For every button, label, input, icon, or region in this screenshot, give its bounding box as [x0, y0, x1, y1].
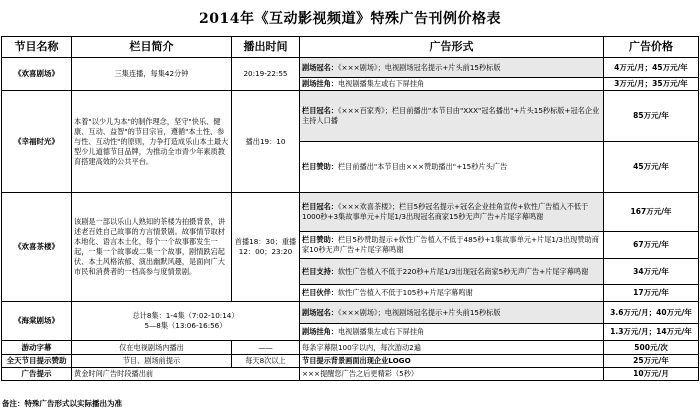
ad-form-text: 《×××剧场》；电视剧场冠名提示+片头前15秒标版: [337, 62, 501, 72]
table-row: [2, 355, 699, 368]
header-row: [2, 37, 699, 58]
table-row: [2, 58, 699, 78]
page-title: 2014年《互动影视频道》特殊广告刊例价格表: [199, 11, 501, 27]
table-row: [2, 91, 699, 142]
header-form: 广告形式: [300, 37, 604, 58]
ad-form: [300, 285, 604, 302]
ad-price: 67万元/年: [604, 232, 699, 259]
ad-form: [300, 58, 604, 78]
ad-price: 1.3万元/月；14万元/年: [604, 324, 699, 341]
ad-price: 167万元/年: [604, 193, 699, 232]
ad-form: [300, 142, 604, 193]
program-intro-line: 5—8集（13:06-16:56）: [144, 321, 227, 330]
footnote: 备注：特殊广告形式以实际播出为准: [2, 399, 122, 408]
table-row: [2, 341, 699, 355]
ad-price: 45万元/年: [604, 142, 699, 193]
table-row: [2, 302, 699, 324]
table-row: [2, 193, 699, 232]
program-name: 《欢喜茶楼》: [2, 193, 72, 302]
ad-price: 3.6万元/月；40万元/年: [604, 302, 699, 324]
ad-form: [300, 324, 604, 341]
header-price: 广告价格: [604, 37, 699, 58]
program-time: 首播18：30；重播12：00；23:20: [232, 193, 300, 302]
ad-price: 3万元/月；35万元/年: [604, 78, 699, 91]
ad-form-text: 软性广告植入不低于105秒+片尾字幕鸣谢: [337, 288, 473, 297]
ad-form: [300, 259, 604, 285]
program-intro: [72, 302, 300, 341]
ad-form-text: 栏目5秒赞助提示+软性广告植入不低于485秒+1集故事单元+片尾1/3出现赞助商家10秒无声广告+片尾字幕鸣谢: [302, 235, 599, 254]
program-intro: 三集连播，每集42分钟: [72, 58, 232, 91]
program-name: 《海棠剧场》: [2, 302, 72, 341]
program-time: 每天8次以上: [232, 355, 300, 368]
ad-form-text: 电视剧播集左或右下屏挂角: [337, 79, 425, 88]
program-intro: 节目、剧场前提示: [72, 355, 232, 368]
ad-form-label: 栏目冠名：: [302, 106, 338, 115]
ad-form-label: 剧场挂角：: [302, 79, 338, 88]
ad-form: 节目提示背景画面出现企业LOGO: [300, 355, 604, 368]
ad-price: 17万元/年: [604, 285, 699, 302]
ad-price: 10万元/月: [604, 368, 699, 381]
ad-form-text: 《×××百家秀》；栏目前播出"本节目由"XXX"冠名播出"+片头15秒标版+冠名企业主持人口播: [302, 106, 600, 125]
program-intro: 本着"以少儿为本"的制作理念，坚守"快乐、健康、互动、益智"的节目宗旨，遵循"本土性、参与性、互动性"的原则，力争打造成乐山本土最大型少儿道德节目品牌，为推动全市青少年素质教育搭建高效的公共平台。: [72, 91, 232, 193]
ad-form-text: 《×××欢喜茶楼》；栏目5秒冠名提示+冠名企业挂角宣传+软性广告植入不低于1000秒+3集故事单元+片尾1/3出现冠名商家15秒无声广告+片尾字幕鸣谢: [302, 202, 589, 221]
table-row: [2, 368, 699, 381]
ad-form-label: 栏目赞助：: [302, 235, 338, 244]
ad-form-label: 剧场挂角：: [302, 327, 338, 336]
ad-form-text: 电视剧播集左或右下屏挂角: [337, 327, 425, 336]
ad-form-text: 软性广告植入不低于220秒+片尾1/3出现冠名商家5秒无声广告+片尾字幕鸣谢: [337, 266, 589, 276]
ad-price: 4万元/月；45万元/年: [604, 58, 699, 78]
program-intro: 仅在电视剧场内播出: [72, 341, 232, 355]
ad-price: 34万元/年: [604, 259, 699, 285]
ad-form-text: 栏目前播出"本节目由×××赞助播出"+15秒片头广告: [337, 162, 508, 171]
ad-form: [300, 78, 604, 91]
program-time: 播出19：10: [232, 91, 300, 193]
ad-form-label: 栏目赞助：: [302, 162, 338, 171]
ad-form: 每条字幕限100字以内，每次游动2遍: [300, 341, 604, 355]
ad-form: [300, 232, 604, 259]
ad-form-label: 剧场冠名：: [302, 307, 338, 317]
program-intro: 该剧是一部以乐山人熟知的茶楼为拍摄背景，讲述老百姓自己故事的方言情景剧。故事情节取材本地化、语言本土化，每个一个故事都发生一起，一集一个故事或二集一个故事，剧情跌宕起伏、本土风格浓郁、演出幽默风趣，是面向广大市民和消费者的一档高参与度情景剧。: [72, 193, 232, 302]
program-name: 《欢喜剧场》: [2, 58, 72, 91]
ad-form-label: 剧场冠名：: [302, 62, 338, 72]
header-intro: 栏目简介: [72, 37, 232, 58]
program-time: 20:19-22:55: [232, 58, 300, 91]
header-name: 节目名称: [2, 37, 72, 58]
ad-form: ×××提醒您广告之后更精彩（5秒）: [300, 368, 604, 381]
program-name: 全天节目提示赞助: [2, 355, 72, 368]
ad-price: 85万元/年: [604, 91, 699, 142]
program-time: ——: [232, 341, 300, 355]
ad-form: [300, 91, 604, 142]
ad-form-label: 栏目伙伴：: [302, 288, 338, 297]
program-name: 广告提示: [2, 368, 72, 381]
ad-form: [300, 193, 604, 232]
ad-form-label: 栏目支持：: [302, 266, 338, 276]
ad-price: 500元/次: [604, 341, 699, 355]
ad-form: [300, 302, 604, 324]
program-name: 游动字幕: [2, 341, 72, 355]
program-intro-line: 总计8集：1-4集（7:02-10:14）: [132, 311, 239, 320]
ad-price: 25万元/年: [604, 355, 699, 368]
program-intro: 黄金时间广告时段播出前: [72, 368, 300, 381]
ad-form-text: 《×××剧场》；电视剧场冠名提示+片头前15秒标版: [337, 307, 501, 317]
program-name: 《幸福时光》: [2, 91, 72, 193]
price-table: [1, 36, 699, 381]
ad-form-label: 栏目冠名：: [302, 202, 338, 211]
header-time: 播出时间: [232, 37, 300, 58]
